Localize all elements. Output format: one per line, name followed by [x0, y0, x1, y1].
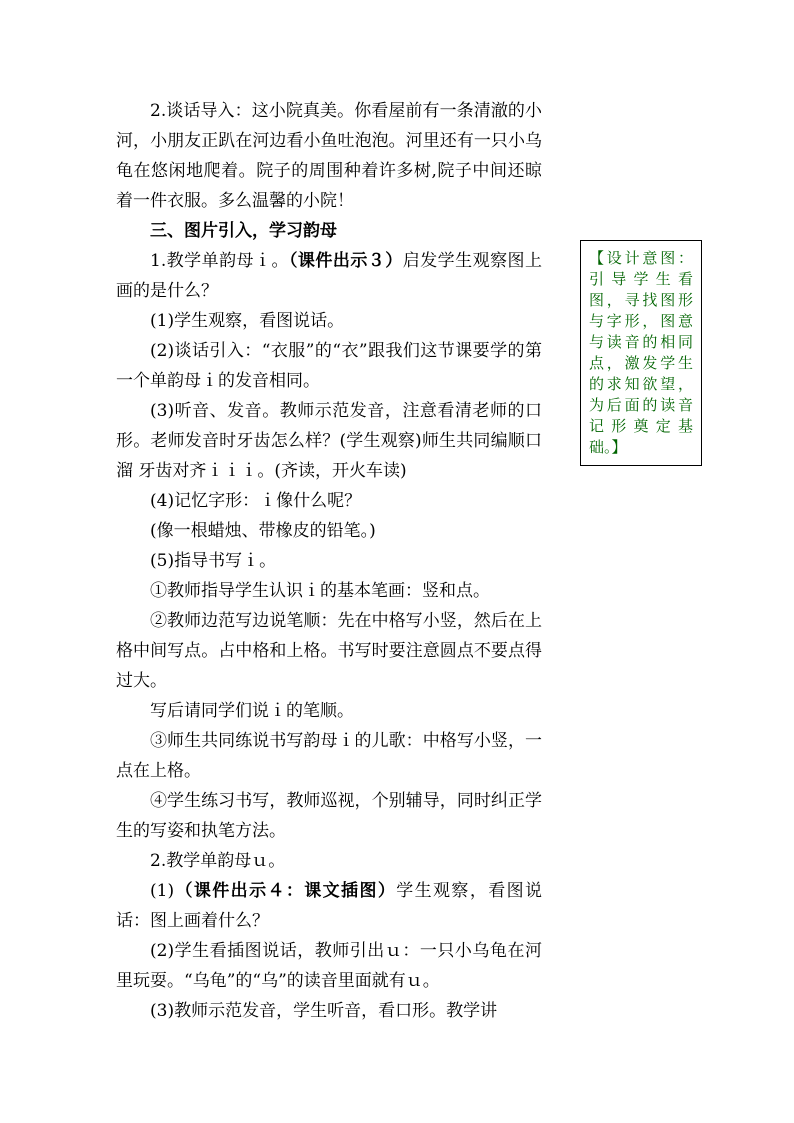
item-memorize: (4)记忆字形：ｉ像什么呢？ — [150, 491, 362, 511]
substep-order: ②教师边范写边说笔顺：先在中格写小竖，然后在上格中间写点。占中格和上格。书写时要注意圆点不要点得过大。 — [116, 611, 542, 691]
item-u-observe-text: 学生观察，看图说话：图上画着什么？ — [116, 881, 543, 931]
substep-rhyme: ③师生共同练说书写韵母ｉ的儿歌：中格写小竖，一点在上格。 — [116, 731, 542, 781]
step-teach-i-label: 1.教学单韵母ｉ。 — [150, 251, 289, 271]
item-memorize-answer: (像一根蜡烛、带橡皮的铅笔。) — [150, 521, 376, 541]
item-intro: (2)谈话引入：“衣服”的“衣”跟我们这节课要学的第一个单韵母ｉ的发音相同。 — [116, 341, 542, 391]
substep-retell: 写后请同学们说ｉ的笔顺。 — [150, 701, 354, 721]
step-teach-i — [116, 246, 542, 306]
intro-paragraph: 2.谈话导入：这小院真美。你看屋前有一条清澈的小河，小朋友正趴在河边看小鱼吐泡泡。河里还有一只小乌龟在悠闲地爬着。院子的周围种着许多树,院子中间还晾着一件衣服。多么温馨的小院！ — [116, 101, 542, 211]
substep-practice: ④学生练习书写，教师巡视，个别辅导，同时纠正学生的写姿和执笔方法。 — [116, 791, 542, 841]
section-heading: 三、图片引入，学习韵母 — [150, 221, 337, 241]
item-u-observe — [116, 876, 542, 936]
item-observe: (1)学生观察，看图说话。 — [150, 311, 345, 331]
substep-strokes: ①教师指导学生认识ｉ的基本笔画：竖和点。 — [150, 581, 490, 601]
item-write: (5)指导书写ｉ。 — [150, 551, 277, 571]
courseware-ref-4: （课件出示４：课文插图） — [174, 881, 397, 901]
step-teach-u: 2.教学单韵母ｕ。 — [150, 851, 286, 871]
item-listen: (3)听音、发音。教师示范发音，注意看清老师的口形。老师发音时牙齿怎么样？(学生观察)师生共同编顺口溜 牙齿对齐ｉｉｉ。(齐读，开火车读) — [116, 401, 542, 481]
item-u-observe-label: (1) — [150, 881, 175, 901]
courseware-ref-3: （课件出示３） — [288, 251, 403, 271]
item-u-picture: (2)学生看插图说话，教师引出ｕ：一只小乌龟在河里玩耍。“乌龟”的“乌”的读音里面就有ｕ。 — [116, 941, 542, 991]
lesson-plan-body — [116, 96, 542, 1026]
design-intent-note: 【设计意图：引导学生看图，寻找图形与字形，图意与读音的相同点，激发学生的求知欲望，为后面的读音记形奠定基础。】 — [580, 240, 702, 466]
item-u-demo: (3)教师示范发音，学生听音，看口形。教学讲 — [150, 1001, 498, 1021]
step-teach-i-text: 启发学生观察图上画的是什么？ — [116, 251, 543, 301]
